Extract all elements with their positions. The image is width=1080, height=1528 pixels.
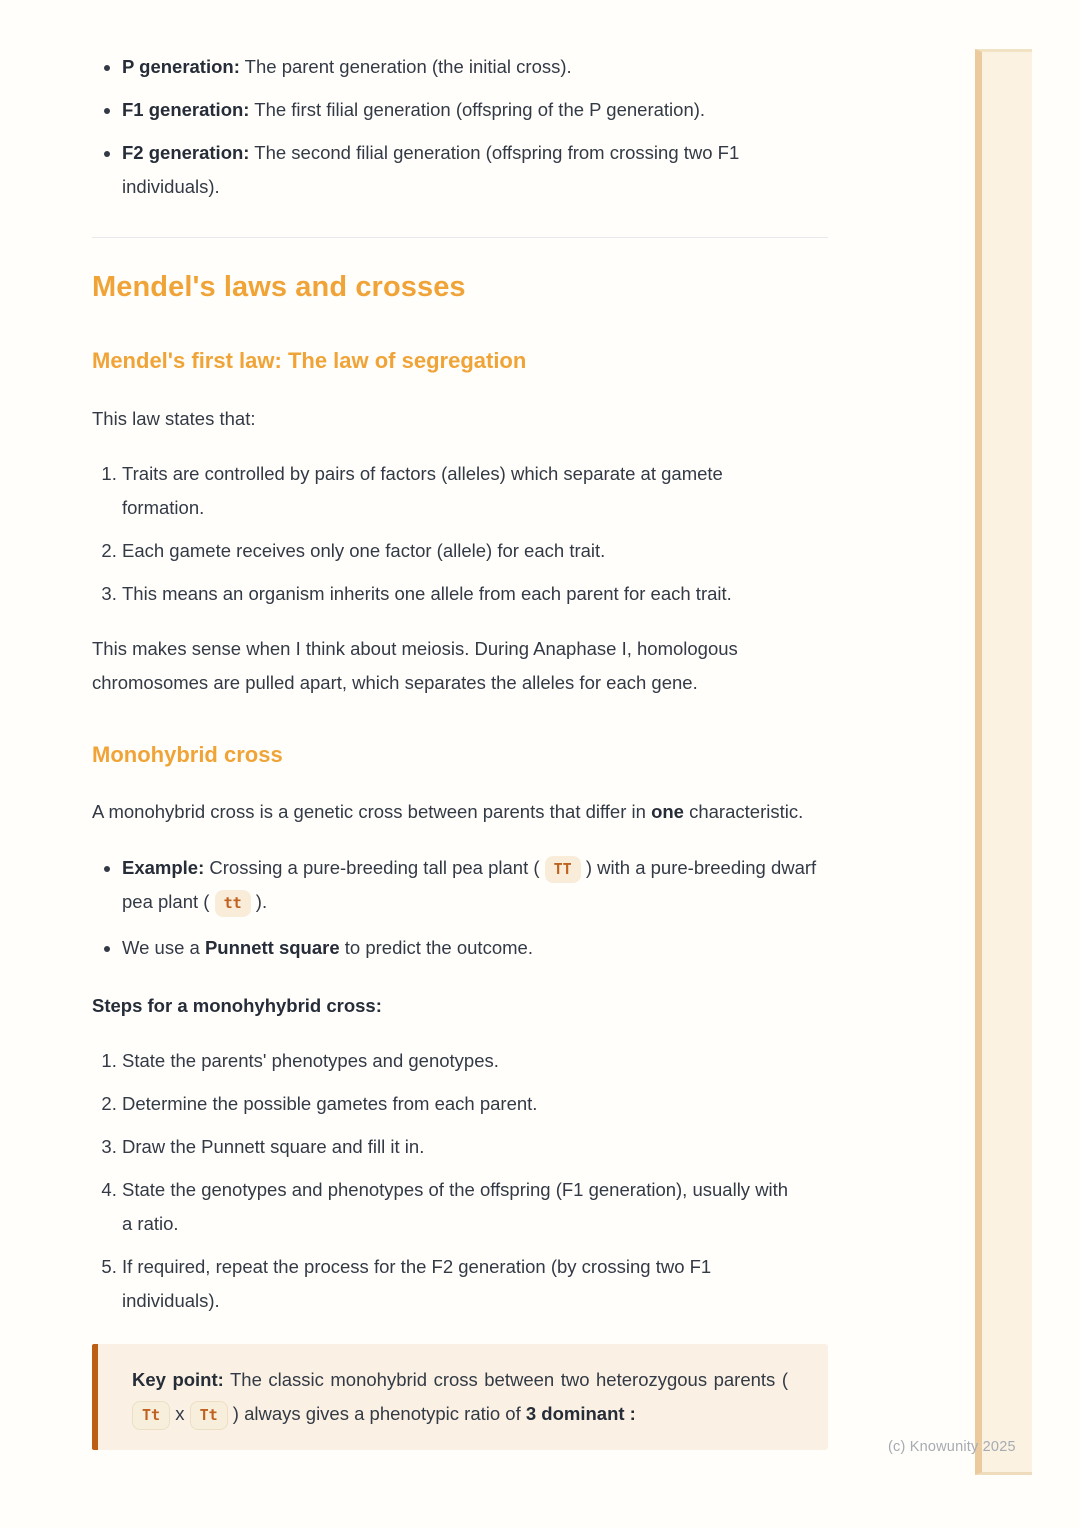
key-point-callout — [92, 1344, 828, 1450]
key-point-text: x — [170, 1403, 190, 1424]
key-point-text: ) always gives a phenotypic ratio of — [227, 1403, 526, 1424]
example-text: ) with a pure-breeding dwarf pea plant ( — [122, 857, 817, 912]
page-edge-strip — [975, 49, 1032, 1475]
list-item: 4. State the genotypes and phenotypes of the offspring (F1 generation), usually with a ratio. — [122, 1173, 798, 1241]
list-item — [122, 93, 828, 127]
example-label: Example: — [122, 857, 205, 878]
subsection-heading-first-law: Mendel's first law: The law of segregation — [92, 348, 527, 373]
monohybrid-bullets — [92, 851, 828, 965]
key-point-text: The classic monohybrid cross between two heterozygous parents ( — [223, 1369, 788, 1390]
term-definition: The parent generation (the initial cross). — [239, 56, 572, 77]
definition-text: characteristic. — [683, 801, 804, 822]
punnett-emphasis: Punnett square — [204, 937, 340, 958]
list-item — [122, 851, 828, 919]
list-item: 3. Draw the Punnett square and fill it in. — [122, 1130, 798, 1164]
genotype-code: TT — [545, 856, 581, 883]
definition-emphasis: one — [651, 801, 684, 822]
section-title: Mendel's laws and crosses — [92, 271, 466, 303]
list-item: 1. Traits are controlled by pairs of factors (alleles) which separate at gamete formation. — [122, 457, 798, 525]
list-item: 2. Each gamete receives only one factor (allele) for each trait. — [122, 534, 798, 568]
definition-text: A monohybrid cross is a genetic cross between parents that differ in — [92, 801, 652, 822]
list-item: 5. If required, repeat the process for the F2 generation (by crossing two F1 individuals). — [122, 1250, 798, 1318]
example-text: Crossing a pure-breeding tall pea plant ( — [204, 857, 545, 878]
definitions-list — [92, 0, 828, 204]
punnett-text: We use a — [122, 937, 205, 958]
subsection-heading-monohybrid: Monohybrid cross — [92, 742, 283, 767]
term-label: P generation: — [122, 56, 240, 77]
list-item — [122, 931, 828, 965]
key-point-emphasis: 3 dominant : — [525, 1403, 636, 1424]
term-label: F2 generation: — [122, 142, 250, 163]
section-divider — [92, 237, 828, 238]
term-definition: The first filial generation (offspring of the P generation). — [249, 99, 706, 120]
meiosis-note: This makes sense when I think about meiosis. During Anaphase I, homologous chromosomes are pulled apart, which separates the alleles for each gene. — [92, 638, 738, 693]
list-item: 2. Determine the possible gametes from each parent. — [122, 1087, 798, 1121]
key-point-label: Key point: — [132, 1369, 224, 1390]
notes-page — [92, 0, 828, 1450]
genotype-code: Tt — [132, 1401, 170, 1430]
segregation-law-list — [92, 457, 828, 611]
copyright-watermark: (c) Knowunity 2025 — [888, 1439, 1016, 1455]
term-definition: The second filial generation (offspring from crossing two F1 individuals). — [122, 142, 740, 197]
genotype-code: tt — [215, 890, 251, 917]
monohybrid-steps-list — [92, 1044, 828, 1318]
example-text: ). — [250, 891, 268, 912]
term-label: F1 generation: — [122, 99, 250, 120]
list-item — [122, 50, 828, 84]
monohybrid-definition — [92, 795, 828, 829]
list-item — [122, 136, 828, 204]
first-law-intro: This law states that: — [92, 408, 256, 429]
punnett-text: to predict the outcome. — [339, 937, 533, 958]
genotype-code: Tt — [190, 1401, 228, 1430]
list-item: 3. This means an organism inherits one allele from each parent for each trait. — [122, 577, 798, 611]
list-item: 1. State the parents' phenotypes and genotypes. — [122, 1044, 798, 1078]
steps-heading: Steps for a monohyhybrid cross: — [92, 995, 382, 1016]
